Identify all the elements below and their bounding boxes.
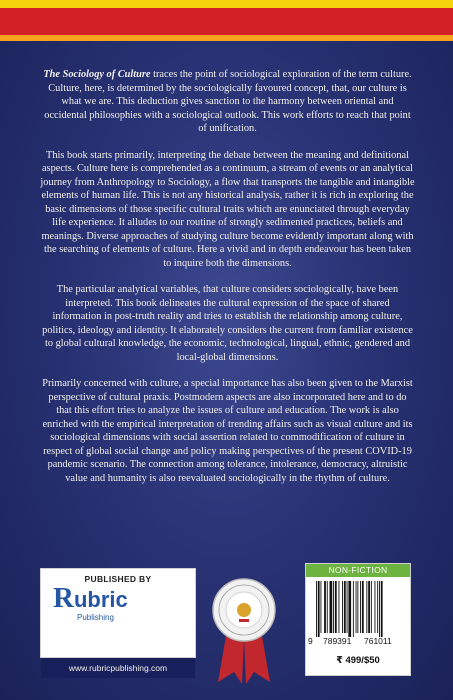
barcode-box: [305, 563, 411, 676]
barcode-bar: [379, 581, 380, 637]
back-cover-blurb: [40, 68, 415, 498]
barcode-bar: [362, 581, 364, 633]
book-title-inline: The Sociology of Culture: [43, 69, 151, 80]
barcode-bar: [357, 581, 358, 633]
rubric-logo-r: R: [53, 582, 74, 614]
rubric-logo: [53, 582, 128, 614]
barcode-bar: [324, 581, 326, 633]
blurb-paragraph-1: [40, 68, 415, 136]
barcode-bar: [371, 581, 372, 633]
barcode-bar: [327, 581, 328, 633]
barcode-bar: [353, 581, 354, 637]
barcode-bar: [366, 581, 367, 633]
barcode-bar: [377, 581, 378, 633]
isbn-digits-group-2: 761011: [364, 636, 392, 646]
barcode-bar: [330, 581, 333, 633]
award-seal-icon: [212, 566, 276, 684]
barcode-bar: [339, 581, 340, 633]
isbn-barcode: [316, 581, 402, 637]
paragraph-1-text: traces the point of sociological exploration of the term culture. Culture, here, is determined by the sociologically favoured concept, that, our culture is what we are. This deduction gives sanction to the harmony between oriental and occidental philosophies with a sociological outlook. This work efforts to reach that point of unification.: [44, 69, 412, 134]
isbn-lead-digit: 9: [308, 636, 313, 646]
publisher-website: www.rubricpublishing.com: [41, 658, 195, 678]
barcode-bar: [344, 581, 346, 633]
price: ₹ 499/$50: [336, 655, 380, 666]
publisher-box: [40, 568, 196, 658]
top-red-stripe: [0, 8, 453, 35]
barcode-bar: [348, 581, 351, 637]
barcode-bar: [321, 581, 322, 633]
barcode-bar: [335, 581, 337, 633]
top-orange-stripe: [0, 35, 453, 41]
top-yellow-stripe: [0, 0, 453, 8]
blurb-paragraph-2: This book starts primarily, interpreting the debate between the meaning and definitional aspects. Culture here is comprehended as a continuum, a stream of events or an analytical journey from Anthropology to Sociology, a flow that transports the tangible and intangible elements of human life. This is not any historical analysis, rather it is rich in exploring the basic dimensions of those specific cultural traits which are enunciated through everyday life experience. It alludes to our routine of strongly sedimented practices, beliefs and meanings. Diverse approaches of studying culture become evidently important along with the searching of elements of culture. Here a vivid and in depth endeavour has been taken to inquire both the dimensions.: [40, 149, 415, 269]
barcode-bar: [375, 581, 376, 633]
genre-label: NON-FICTION: [306, 564, 410, 577]
rubric-logo-rest: ubric: [73, 587, 128, 612]
rubric-logo-sub: Publishing: [77, 613, 114, 622]
barcode-bar: [318, 581, 320, 637]
published-by-label: PUBLISHED BY: [84, 574, 152, 584]
blurb-paragraph-3: The particular analytical variables, that culture considers sociologically, have been interpreted. This book delineates the cultural expression of the space of shared information in post-truth reality and tries to establish the relationship among culture, politics, ideology and identity. It elaborately considers the current from familiar existence to global cultural knowledge, the economic, technological, lingual, ethnic, gendered and local-global dimensions.: [42, 284, 413, 363]
barcode-bar: [356, 581, 357, 633]
barcode-bar: [347, 581, 348, 633]
barcode-bar: [381, 581, 383, 637]
isbn-digits-group-1: 789391: [323, 636, 352, 646]
barcode-bar: [360, 581, 361, 633]
barcode-bar: [368, 581, 370, 633]
barcode-bar: [316, 581, 317, 637]
barcode-bar: [333, 581, 334, 633]
barcode-bar: [342, 581, 343, 633]
blurb-paragraph-4: Primarily concerned with culture, a special importance has also been given to the Marxist perspective of cultural praxis. Postmodern aspects are also incorporated here and to do that this effort tries to analyze the issues of culture and education. The work is also enriched with the empirical interpretation of trending affairs such as visual culture and its sociological dimensions with social assertion related to commodification of culture in respect of global social change and policy making perspectives of the present COVID-19 pandemic scenario. The connection among tolerance, intolerance, democracy, altruistic value and humanity is also reevaluated sociologically in the rhythm of culture.: [42, 378, 413, 484]
